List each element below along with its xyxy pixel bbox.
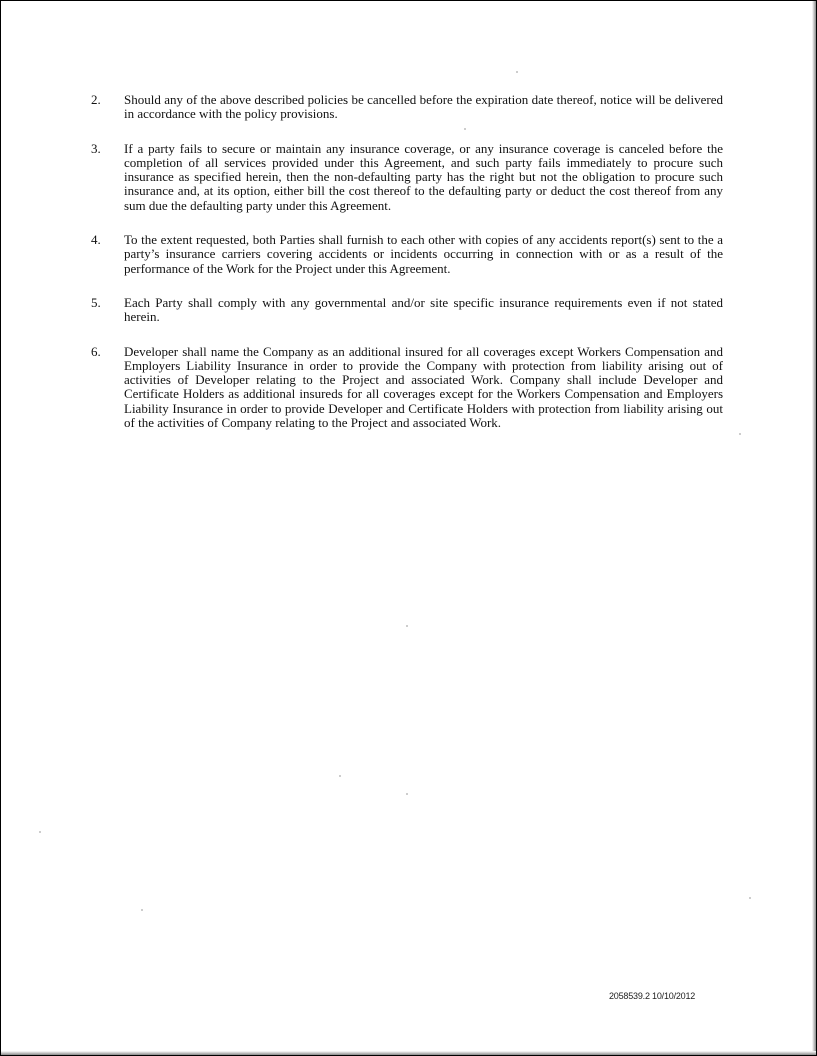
clause-text: Developer shall name the Company as an additional insured for all coverages except Workers Compensation and Employers Liability Insurance in order to provide the Company with protection from liability arising out of activities of Developer relating to the Project and associated Work. Company shall include Developer and Certificate Holders as additional insureds for all coverages except for the Workers Compensation and Employers Liability Insurance in order to provide Developer and Certificate Holders with protection from liability arising out of the activities of Company relating to the Project and associated Work. <box>124 343 723 431</box>
clause-item <box>91 296 723 325</box>
clause-text: Should any of the above described policies be cancelled before the expiration date thereof, notice will be delivered in accordance with the policy provisions. <box>124 92 723 122</box>
scan-speck <box>406 625 408 627</box>
clause-number: 4. <box>91 232 101 248</box>
scan-speck <box>339 775 341 777</box>
clause-item <box>91 345 723 431</box>
clause-item <box>91 233 723 276</box>
scan-speck <box>516 71 518 73</box>
page-edge-shadow-bottom <box>1 1051 816 1055</box>
clause-text: To the extent requested, both Parties shall furnish to each other with copies of any accidents report(s) sent to the a party’s insurance carriers covering accidents or incidents occurring in connection with or as a result of the performance of the Work for the Project under this Agreement. <box>124 232 723 276</box>
scan-speck <box>141 909 143 911</box>
clause-item <box>91 142 723 213</box>
document-body <box>91 93 723 430</box>
clause-number: 5. <box>91 294 101 310</box>
page-edge-shadow-right <box>812 1 816 1055</box>
scan-speck <box>39 831 41 833</box>
document-reference-number: 2058539.2 10/10/2012 <box>609 991 696 1001</box>
clause-text: If a party fails to secure or maintain any insurance coverage, or any insurance coverage is canceled before the completion of all services provided under this Agreement, and such party fails immediately to procure such insurance as specified herein, then the non-defaulting party has the right but not the obligation to procure such insurance and, at its option, either bill the cost thereof to the defaulting party or deduct the cost thereof from any sum due the defaulting party under this Agreement. <box>124 140 723 213</box>
clause-number: 3. <box>91 140 101 156</box>
clause-number: 2. <box>91 92 101 107</box>
scan-speck <box>406 793 408 795</box>
scan-speck <box>749 897 751 899</box>
scan-speck <box>739 433 741 435</box>
clause-item <box>91 93 723 122</box>
clause-text: Each Party shall comply with any governmental and/or site specific insurance requirements even if not stated herein. <box>124 294 723 325</box>
clause-number: 6. <box>91 343 101 359</box>
scan-speck <box>464 128 466 130</box>
